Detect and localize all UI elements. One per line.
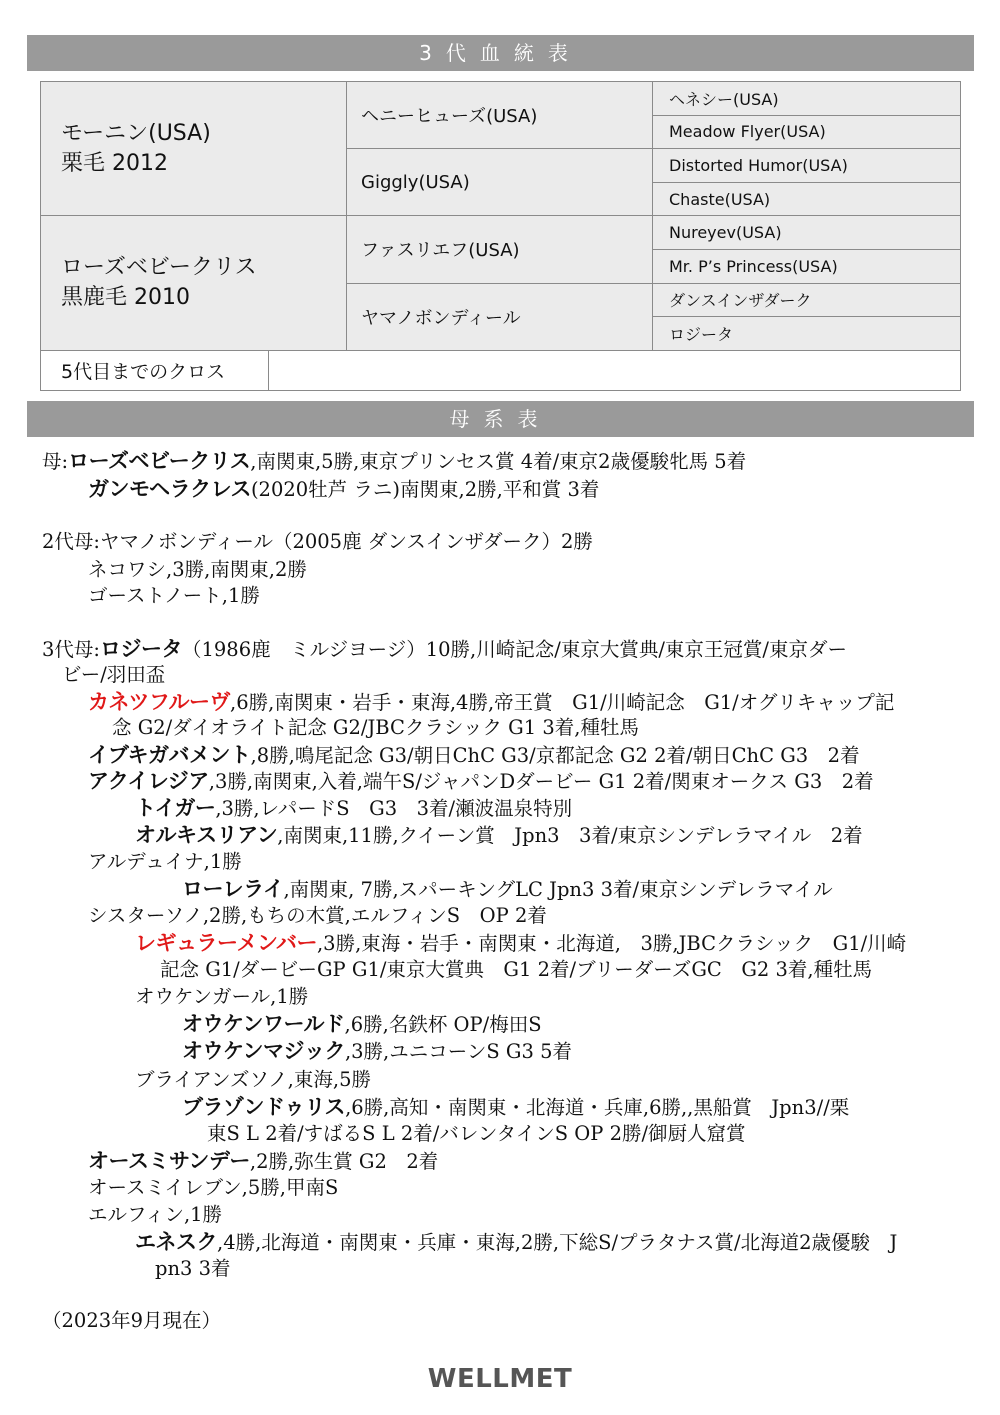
horse-name: ガンモヘラクレス — [88, 477, 251, 501]
horse-name: アクイレジア — [88, 769, 209, 793]
cross-label: 5代目までのクロス — [41, 351, 269, 391]
family-line: 記念 G1/ダービーGP G1/東京大賞典 G1 2着/ブリーダーズGC G2 3着,種牡馬 — [160, 958, 873, 981]
dam-sire-dam: Mr. P’s Princess(USA) — [653, 249, 961, 283]
horse-name: オースミサンデー — [88, 1149, 250, 1173]
horse-name: カネツフルーヴ — [88, 690, 231, 714]
pedigree-header: 3代血統表 — [27, 35, 974, 71]
pedigree-table — [40, 81, 961, 351]
family-line: アルデュイナ,1勝 — [88, 850, 242, 873]
sire-sire: ヘニーヒューズ(USA) — [347, 82, 653, 149]
sire-dam-sire: Distorted Humor(USA) — [653, 149, 961, 183]
family-line — [0, 876, 1000, 903]
as-of-date: （2023年9月現在） — [42, 1309, 222, 1332]
horse-record: ,8勝,鳴尾記念 G3/朝日ChC G3/京都記念 G2 2着/朝日ChC G3 2着 — [250, 744, 860, 767]
horse-name: レギュラーメンバー — [135, 931, 317, 955]
family-line — [0, 636, 1000, 663]
horse-name: イブキガバメント — [88, 743, 251, 767]
horse-record: ,3勝,ユニコーンS G3 5着 — [344, 1040, 573, 1063]
family-line: 東S L 2着/すばるS L 2着/バレンタインS OP 2勝/御厨人窟賞 — [207, 1122, 746, 1145]
family-line: エルフィン,1勝 — [88, 1203, 223, 1226]
family-line — [0, 476, 1000, 503]
family-line — [0, 795, 1000, 822]
sire-name: モーニン(USA) — [61, 120, 211, 146]
family-line — [0, 448, 1000, 475]
horse-record: ,3勝,レパードS G3 3着/瀬波温泉特別 — [215, 797, 573, 820]
family-line — [0, 1229, 1000, 1256]
horse-record: ,南関東,5勝,東京プリンセス賞 4着/東京2歳優駿牝馬 5着 — [250, 450, 747, 473]
family-line: pn3 3着 — [155, 1257, 231, 1280]
sire-sire-sire: ヘネシー(USA) — [653, 82, 961, 116]
family-line: 念 G2/ダイオライト記念 G2/JBCクラシック G1 3着,種牡馬 — [112, 716, 639, 739]
family-line: ネコワシ,3勝,南関東,2勝 — [88, 558, 307, 581]
family-line — [0, 742, 1000, 769]
family-line: シスターソノ,2勝,もちの木賞,エルフィンS OP 2着 — [88, 904, 547, 927]
horse-record: ,2勝,弥生賞 G2 2着 — [249, 1150, 439, 1173]
horse-record: ,6勝,名鉄杯 OP/梅田S — [344, 1013, 542, 1036]
publisher-logo: WELLMET — [427, 1364, 573, 1394]
family-line: オウケンガール,1勝 — [135, 985, 309, 1008]
sire-dam-dam: Chaste(USA) — [653, 182, 961, 216]
horse-name: トイガー — [135, 796, 216, 820]
horse-name: ローズベビークリス — [68, 449, 251, 473]
family-line: ゴーストノート,1勝 — [88, 584, 260, 607]
dam-sire: ファスリエフ(USA) — [347, 216, 653, 283]
horse-record: ,6勝,高知・南関東・北海道・兵庫,6勝,,黒船賞 Jpn3//栗 — [345, 1096, 850, 1119]
family-header: 母系表 — [27, 401, 974, 437]
horse-name: ブラゾンドゥリス — [182, 1095, 346, 1119]
dam-desc: 黒鹿毛 2010 — [61, 285, 190, 311]
sire-dam: Giggly(USA) — [347, 149, 653, 216]
horse-record: ,3勝,南関東,入着,端午S/ジャパンDダービー G1 2着/関東オークス G3 2着 — [208, 770, 874, 793]
family-line: ビー/羽田盃 — [62, 663, 166, 686]
family-line: ブライアンズソノ,東海,5勝 — [135, 1068, 371, 1091]
family-line — [0, 1094, 1000, 1121]
horse-record: ,3勝,東海・岩手・南関東・北海道, 3勝,JBCクラシック G1/川崎 — [316, 932, 907, 955]
sire-sire-dam: Meadow Flyer(USA) — [653, 115, 961, 149]
horse-record: ,南関東, 7勝,スパーキングLC Jpn3 3着/東京シンデレラマイル — [283, 878, 833, 901]
dam-label: 母: — [42, 450, 69, 473]
horse-record: ,4勝,北海道・南関東・兵庫・東海,2勝,下総S/プラタナス賞/北海道2歳優駿 J — [217, 1231, 898, 1254]
horse-name: オウケンワールド — [182, 1012, 345, 1036]
family-line: 2代母:ヤマノボンディール（2005鹿 ダンスインザダーク）2勝 — [42, 530, 593, 553]
family-line — [0, 822, 1000, 849]
dam-label: 3代母: — [42, 638, 100, 661]
dam-dam-sire: ダンスインザダーク — [653, 283, 961, 317]
dam-dam: ヤマノボンディール — [347, 283, 653, 350]
horse-name: エネスク — [135, 1230, 217, 1254]
dam-cell — [41, 216, 347, 350]
family-line — [0, 1148, 1000, 1175]
dam-name: ローズベビークリス — [61, 255, 257, 281]
horse-record: (2020牡芦 ラニ)南関東,2勝,平和賞 3着 — [250, 478, 600, 501]
family-line — [0, 689, 1000, 716]
family-line — [0, 1038, 1000, 1065]
cross-value — [269, 351, 961, 391]
horse-record: ,6勝,南関東・岩手・東海,4勝,帝王賞 G1/川崎記念 G1/オグリキャップ記 — [230, 691, 895, 714]
family-line: オースミイレブン,5勝,甲南S — [88, 1176, 339, 1199]
horse-name: ロジータ — [99, 637, 182, 661]
dam-dam-dam: ロジータ — [653, 317, 961, 351]
horse-record: ,南関東,11勝,クイーン賞 Jpn3 3着/東京シンデレラマイル 2着 — [277, 824, 863, 847]
horse-record: （1986鹿 ミルジヨージ）10勝,川崎記念/東京大賞典/東京王冠賞/東京ダー — [181, 638, 847, 661]
family-line — [0, 930, 1000, 957]
family-line — [0, 768, 1000, 795]
dam-sire-sire: Nureyev(USA) — [653, 216, 961, 250]
horse-name: オウケンマジック — [182, 1039, 345, 1063]
cross-table — [40, 350, 961, 391]
horse-name: オルキスリアン — [135, 823, 278, 847]
sire-cell — [41, 82, 347, 216]
sire-desc: 栗毛 2012 — [61, 150, 168, 176]
horse-name: ローレライ — [182, 877, 284, 901]
family-line — [0, 1011, 1000, 1038]
